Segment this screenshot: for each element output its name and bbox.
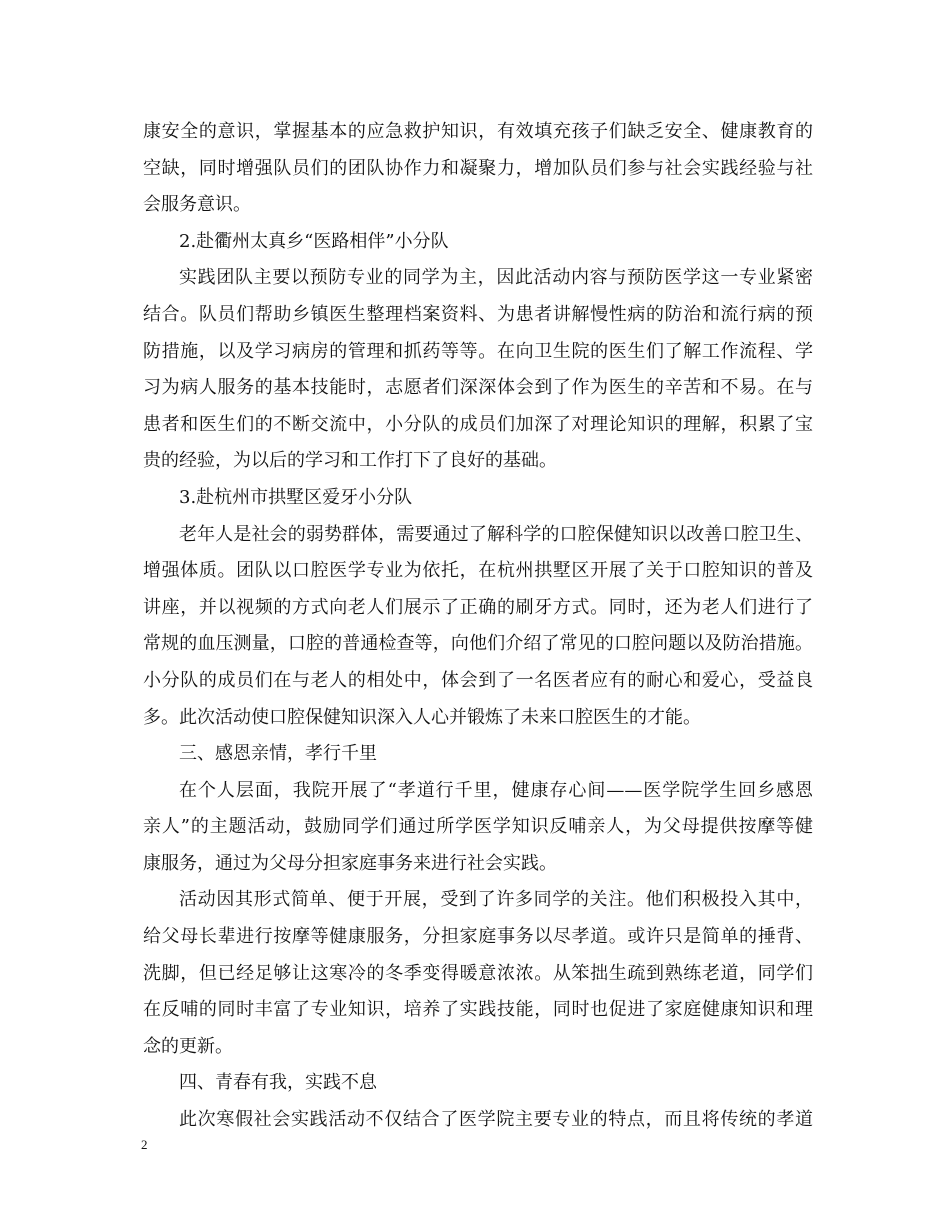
text-line: 洗脚，但已经足够让这寒冷的冬季变得暖意浓浓。从笨拙生疏到熟练老道，同学们 (143, 962, 813, 984)
text-line: 在反哺的同时丰富了专业知识，培养了实践技能，同时也促进了家庭健康知识和理 (143, 999, 813, 1021)
document-body (143, 114, 813, 1139)
text-line: 会服务意识。 (143, 194, 251, 216)
text-line: 贵的经验，为以后的学习和工作打下了良好的基础。 (143, 450, 557, 472)
text-line: 此次寒假社会实践活动不仅结合了医学院主要专业的特点，而且将传统的孝道 (179, 1109, 813, 1131)
text-line: 康服务，通过为父母分担家庭事务来进行社会实践。 (143, 852, 557, 874)
section-heading: 四、青春有我，实践不息 (179, 1072, 377, 1094)
section-heading: 3.赴杭州市拱墅区爱牙小分队 (179, 486, 413, 508)
text-line: 多。此次活动使口腔保健知识深入人心并锻炼了未来口腔医生的才能。 (143, 706, 701, 728)
text-line: 老年人是社会的弱势群体，需要通过了解科学的口腔保健知识以改善口腔卫生、 (179, 523, 813, 545)
text-line: 活动因其形式简单、便于开展，受到了许多同学的关注。他们积极投入其中， (179, 889, 813, 911)
text-line: 亲人”的主题活动，鼓励同学们通过所学医学知识反哺亲人，为父母提供按摩等健 (143, 816, 813, 838)
text-line: 念的更新。 (143, 1035, 233, 1057)
text-line: 空缺，同时增强队员们的团队协作力和凝聚力，增加队员们参与社会实践经验与社 (143, 157, 813, 179)
text-line: 实践团队主要以预防专业的同学为主，因此活动内容与预防医学这一专业紧密 (179, 267, 813, 289)
text-line: 增强体质。团队以口腔医学专业为依托，在杭州拱墅区开展了关于口腔知识的普及 (143, 560, 813, 582)
text-line: 常规的血压测量，口腔的普通检查等，向他们介绍了常见的口腔问题以及防治措施。 (143, 633, 813, 655)
text-line: 防措施，以及学习病房的管理和抓药等等。在向卫生院的医生们了解工作流程、学 (143, 340, 813, 362)
text-line: 小分队的成员们在与老人的相处中，体会到了一名医者应有的耐心和爱心，受益良 (143, 669, 813, 691)
text-line: 习为病人服务的基本技能时，志愿者们深深体会到了作为医生的辛苦和不易。在与 (143, 377, 813, 399)
text-line: 在个人层面，我院开展了“孝道行千里，健康存心间——医学院学生回乡感恩 (179, 779, 813, 801)
text-line: 给父母长辈进行按摩等健康服务，分担家庭事务以尽孝道。或许只是简单的捶背、 (143, 926, 813, 948)
text-line: 康安全的意识，掌握基本的应急救护知识，有效填充孩子们缺乏安全、健康教育的 (143, 121, 813, 142)
text-line: 患者和医生们的不断交流中，小分队的成员们加深了对理论知识的理解，积累了宝 (143, 413, 813, 435)
text-line: 讲座，并以视频的方式向老人们展示了正确的刷牙方式。同时，还为老人们进行了 (143, 596, 813, 618)
page-number: 2 (141, 1137, 148, 1152)
section-heading: 三、感恩亲情，孝行千里 (179, 743, 377, 765)
text-line: 结合。队员们帮助乡镇医生整理档案资料、为患者讲解慢性病的防治和流行病的预 (143, 303, 813, 325)
section-heading: 2.赴衢州太真乡“医路相伴”小分队 (179, 230, 449, 252)
